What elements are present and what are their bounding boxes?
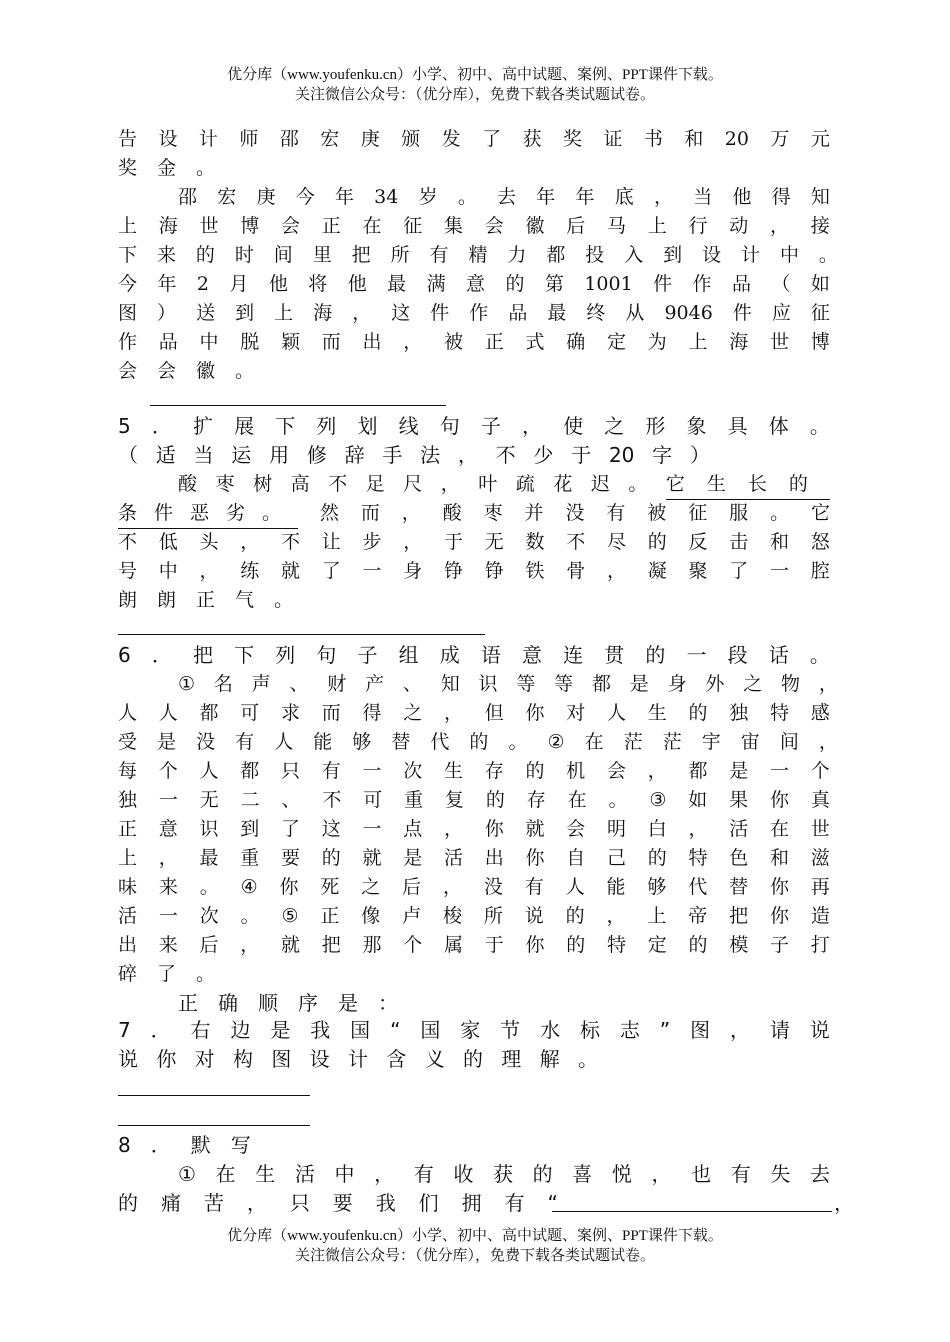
text-line: 酸 枣 树 高 不 足 尺 ， 叶 疏 花 迟 。 它生长的 — [178, 470, 830, 499]
header-line-1: 优分库（www.youfenku.cn）小学、初中、高中试题、案例、PPT课件下载。 — [227, 67, 723, 83]
text-line: 奖 金 。 — [118, 157, 216, 179]
text-line: 作 品 中 脱 颖 而 出 ， 被 正 式 确 定 为 上 海 世 博 — [118, 331, 830, 353]
text-line: 独 一 无 二 、 不 可 重 复 的 存 在 。 ③ 如 果 你 真 — [118, 789, 830, 811]
text-line: 出 来 后 ， 就 把 那 个 属 于 你 的 特 定 的 模 子 打 — [118, 934, 830, 956]
text-line: ① 名 声 、 财 产 、 知 识 等 等 都 是 身 外 之 物 ， — [178, 673, 838, 695]
underlined-sentence: 条件恶劣。 — [118, 499, 298, 529]
text-line: 每 个 人 都 只 有 一 次 生 存 的 机 会 ， 都 是 一 个 — [118, 760, 830, 782]
header-line-2: 关注微信公众号：（优分库），免费下载各类试题试卷。 — [294, 87, 655, 103]
answer-prompt: 正 确 顺 序 是 ： — [178, 991, 398, 1015]
text-line: 活 一 次 。 ⑤ 正 像 卢 梭 所 说 的 ， 上 帝 把 你 造 — [118, 905, 830, 927]
question-5-requirement: （ 适 当 运 用 修 辞 手 法 ， 不 少 于 20 字 ） — [118, 443, 710, 467]
text-line: 朗 朗 正 气 。 — [118, 589, 294, 611]
text-line: 碎 了 。 — [118, 963, 216, 985]
text-line: 人 人 都 可 求 而 得 之 ， 但 你 对 人 生 的 独 特 感 — [118, 702, 830, 724]
text-line: 说 你 对 构 图 设 计 含 义 的 理 解 。 — [118, 1047, 598, 1071]
question-6-title: 6 ． 把 下 列 句 子 组 成 语 意 连 贯 的 一 段 话 。 — [118, 643, 830, 667]
text-line: 的 痛 苦 ， 只 要 我 们 拥 有 “ — [118, 1191, 558, 1215]
text-line: 邵 宏 庚 今 年 34 岁 。 去 年 年 底 ， 当 他 得 知 — [178, 186, 830, 208]
text-line: 告 设 计 师 邵 宏 庚 颁 发 了 获 奖 证 书 和 20 万 元 — [118, 128, 830, 150]
fill-in-blank[interactable] — [552, 1211, 832, 1212]
trailing-comma: ， — [834, 1191, 854, 1215]
text-line: 号 中 ， 练 就 了 一 身 铮 铮 铁 骨 ， 凝 聚 了 一 腔 — [118, 560, 830, 582]
answer-blank-line[interactable] — [118, 634, 485, 635]
text-line: 上 海 世 博 会 正 在 征 集 会 徽 后 马 上 行 动 ， 接 — [118, 215, 830, 237]
text-line: 正 意 识 到 了 这 一 点 ， 你 就 会 明 白 ， 活 在 世 — [118, 818, 830, 840]
footer-line-1: 优分库（www.youfenku.cn）小学、初中、高中试题、案例、PPT课件下载。 — [227, 1228, 723, 1244]
underlined-sentence: 它生长的 — [666, 470, 830, 500]
text-line: 条件恶劣。 然 而 ， 酸 枣 并 没 有 被 征 服 。 它 — [118, 499, 830, 528]
text-line: 上 ， 最 重 要 的 就 是 活 出 你 自 己 的 特 色 和 滋 — [118, 847, 830, 869]
text-line: ① 在 生 活 中 ， 有 收 获 的 喜 悦 ， 也 有 失 去 — [178, 1162, 830, 1186]
answer-blank-line[interactable] — [118, 1095, 310, 1096]
footer-line-2: 关注微信公众号：（优分库），免费下载各类试题试卷。 — [294, 1248, 655, 1264]
text-line: 受 是 没 有 人 能 够 替 代 的 。 ② 在 茫 茫 宇 宙 间 ， — [118, 731, 838, 753]
question-7-title: 7 ． 右 边 是 我 国 “ 国 家 节 水 标 志 ” 图 ， 请 说 — [118, 1018, 830, 1042]
question-5-title: 5 ． 扩 展 下 列 划 线 句 子 ， 使 之 形 象 具 体 。 — [118, 414, 830, 438]
text-line: 下 来 的 时 间 里 把 所 有 精 力 都 投 入 到 设 计 中 。 — [118, 244, 838, 266]
answer-blank-line[interactable] — [118, 1125, 310, 1126]
question-8-title: 8 ． 默 写 — [118, 1133, 251, 1157]
text-line: 会 会 徽 。 — [118, 360, 255, 382]
text-line: 不 低 头 ， 不 让 步 ， 于 无 数 不 尽 的 反 击 和 怒 — [118, 531, 830, 553]
text-line: 味 来 。 ④ 你 死 之 后 ， 没 有 人 能 够 代 替 你 再 — [118, 876, 830, 898]
text-line: 图 ） 送 到 上 海 ， 这 件 作 品 最 终 从 9046 件 应 征 — [118, 302, 830, 324]
text-line: 今 年 2 月 他 将 他 最 满 意 的 第 1001 件 作 品 （ 如 — [118, 273, 830, 295]
answer-blank-line[interactable] — [150, 405, 446, 406]
